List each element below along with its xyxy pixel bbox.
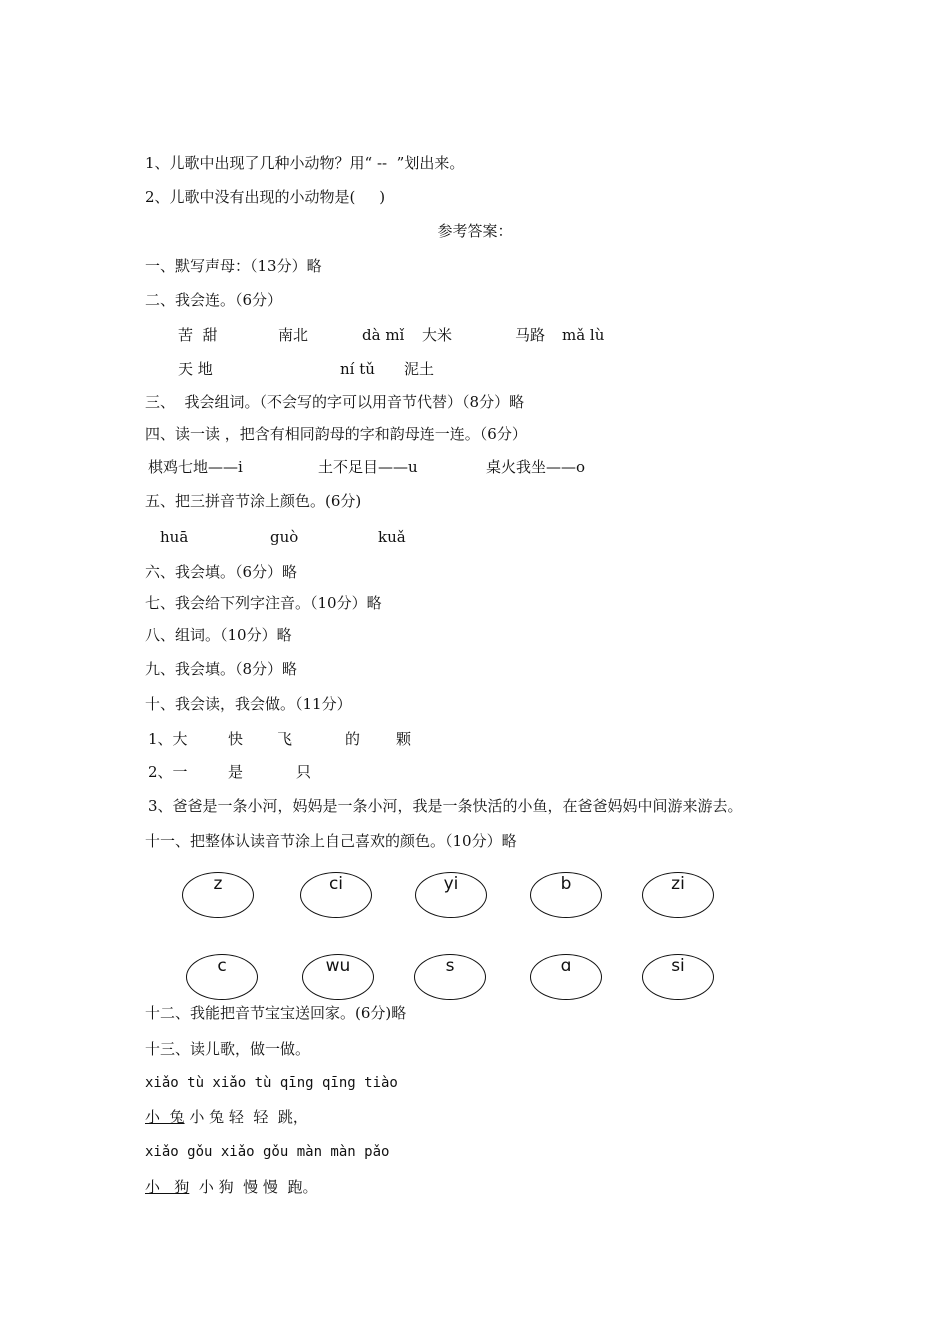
section-8: 八、组词。（10分）略 bbox=[145, 626, 292, 644]
oval-label: c bbox=[217, 956, 227, 976]
answers-title: 参考答案： bbox=[437, 222, 513, 240]
underlined-animal: 小 狗 bbox=[145, 1178, 190, 1196]
oval-label: z bbox=[213, 874, 223, 894]
underlined-animal: 小 兔 bbox=[145, 1108, 185, 1126]
syllable-oval[interactable] bbox=[642, 872, 714, 918]
syllable-oval[interactable] bbox=[302, 954, 374, 1000]
s5-syllable: kuǎ bbox=[378, 528, 406, 546]
oval-label: yi bbox=[443, 874, 459, 894]
poem-line-1 bbox=[145, 1107, 308, 1127]
section-4: 四、读一读 ，把含有相同韵母的字和韵母连一连。（6分） bbox=[145, 425, 527, 443]
s2-pair: 天 地 bbox=[178, 360, 213, 378]
section-13: 十三、读儿歌，做一做。 bbox=[145, 1040, 311, 1058]
s2-pinyin: ní tǔ bbox=[340, 360, 375, 378]
section-12: 十二、我能把音节宝宝送回家。(6分)略 bbox=[145, 1004, 407, 1022]
poem-line-2 bbox=[145, 1177, 317, 1197]
poem-pinyin-2: xiǎo gǒu xiǎo gǒu màn màn pǎo bbox=[145, 1144, 390, 1160]
s4-item: 桌火我坐——o bbox=[486, 458, 586, 476]
s2-pinyin: dà mǐ bbox=[362, 326, 405, 344]
s10-2-label: 2、一 bbox=[148, 763, 188, 781]
question-1: 1、儿歌中出现了几种小动物？用“ -- ”划出来。 bbox=[145, 154, 465, 172]
section-3: 三、 我会组词。（不会写的字可以用音节代替）（8分）略 bbox=[145, 393, 525, 411]
oval-label: ɑ bbox=[560, 956, 572, 976]
s10-1-char: 颗 bbox=[396, 730, 412, 748]
section-11: 十一、把整体认读音节涂上自己喜欢的颜色。（10分）略 bbox=[145, 832, 517, 850]
s2-pair: 大米 bbox=[422, 326, 453, 344]
syllable-oval[interactable] bbox=[530, 954, 602, 1000]
s10-1-char: 飞 bbox=[277, 730, 293, 748]
oval-label: zi bbox=[671, 874, 685, 894]
section-5: 五、把三拼音节涂上颜色。(6分) bbox=[145, 492, 362, 510]
syllable-oval[interactable] bbox=[186, 954, 258, 1000]
oval-label: si bbox=[671, 956, 685, 976]
section-7: 七、我会给下列字注音。（10分）略 bbox=[145, 594, 382, 612]
s10-1-label: 1、大 bbox=[148, 730, 188, 748]
question-2: 2、儿歌中没有出现的小动物是( ) bbox=[145, 188, 386, 206]
section-10: 十、我会读，我会做。（11分） bbox=[145, 695, 352, 713]
section-2: 二、我会连。（6分） bbox=[145, 291, 283, 309]
s2-pair: 南北 bbox=[278, 326, 309, 344]
s4-item: 棋鸡七地——i bbox=[148, 458, 243, 476]
syllable-oval[interactable] bbox=[414, 954, 486, 1000]
section-9: 九、我会填。（8分）略 bbox=[145, 660, 298, 678]
s5-syllable: guò bbox=[270, 528, 299, 546]
s2-pair: 苦 甜 bbox=[178, 326, 218, 344]
syllable-oval[interactable] bbox=[300, 872, 372, 918]
poem-line-rest: 小 狗 慢 慢 跑。 bbox=[189, 1178, 318, 1196]
s10-1-char: 快 bbox=[228, 730, 244, 748]
syllable-oval[interactable] bbox=[530, 872, 602, 918]
s2-pinyin: mǎ lù bbox=[562, 326, 605, 344]
s4-item: 土不足目——u bbox=[318, 458, 418, 476]
s10-1-char: 的 bbox=[345, 730, 361, 748]
poem-line-rest: 小 兔 轻 轻 跳， bbox=[184, 1108, 308, 1126]
syllable-oval[interactable] bbox=[642, 954, 714, 1000]
section-6: 六、我会填。（6分）略 bbox=[145, 563, 298, 581]
poem-pinyin-1: xiǎo tù xiǎo tù qīng qīng tiào bbox=[145, 1075, 398, 1091]
s2-pair: 泥土 bbox=[404, 360, 435, 378]
s2-pair: 马路 bbox=[515, 326, 546, 344]
s10-2-char: 只 bbox=[296, 763, 312, 781]
oval-label: s bbox=[445, 956, 455, 976]
oval-label: ci bbox=[328, 874, 344, 894]
syllable-oval[interactable] bbox=[182, 872, 254, 918]
s10-2-char: 是 bbox=[228, 763, 244, 781]
oval-label: wu bbox=[325, 956, 351, 976]
syllable-oval[interactable] bbox=[415, 872, 487, 918]
oval-label: b bbox=[560, 874, 572, 894]
s5-syllable: huā bbox=[160, 528, 189, 546]
section-1: 一、默写声母：（13分）略 bbox=[145, 257, 322, 275]
s10-3: 3、爸爸是一条小河，妈妈是一条小河，我是一条快活的小鱼，在爸爸妈妈中间游来游去。 bbox=[148, 797, 743, 815]
